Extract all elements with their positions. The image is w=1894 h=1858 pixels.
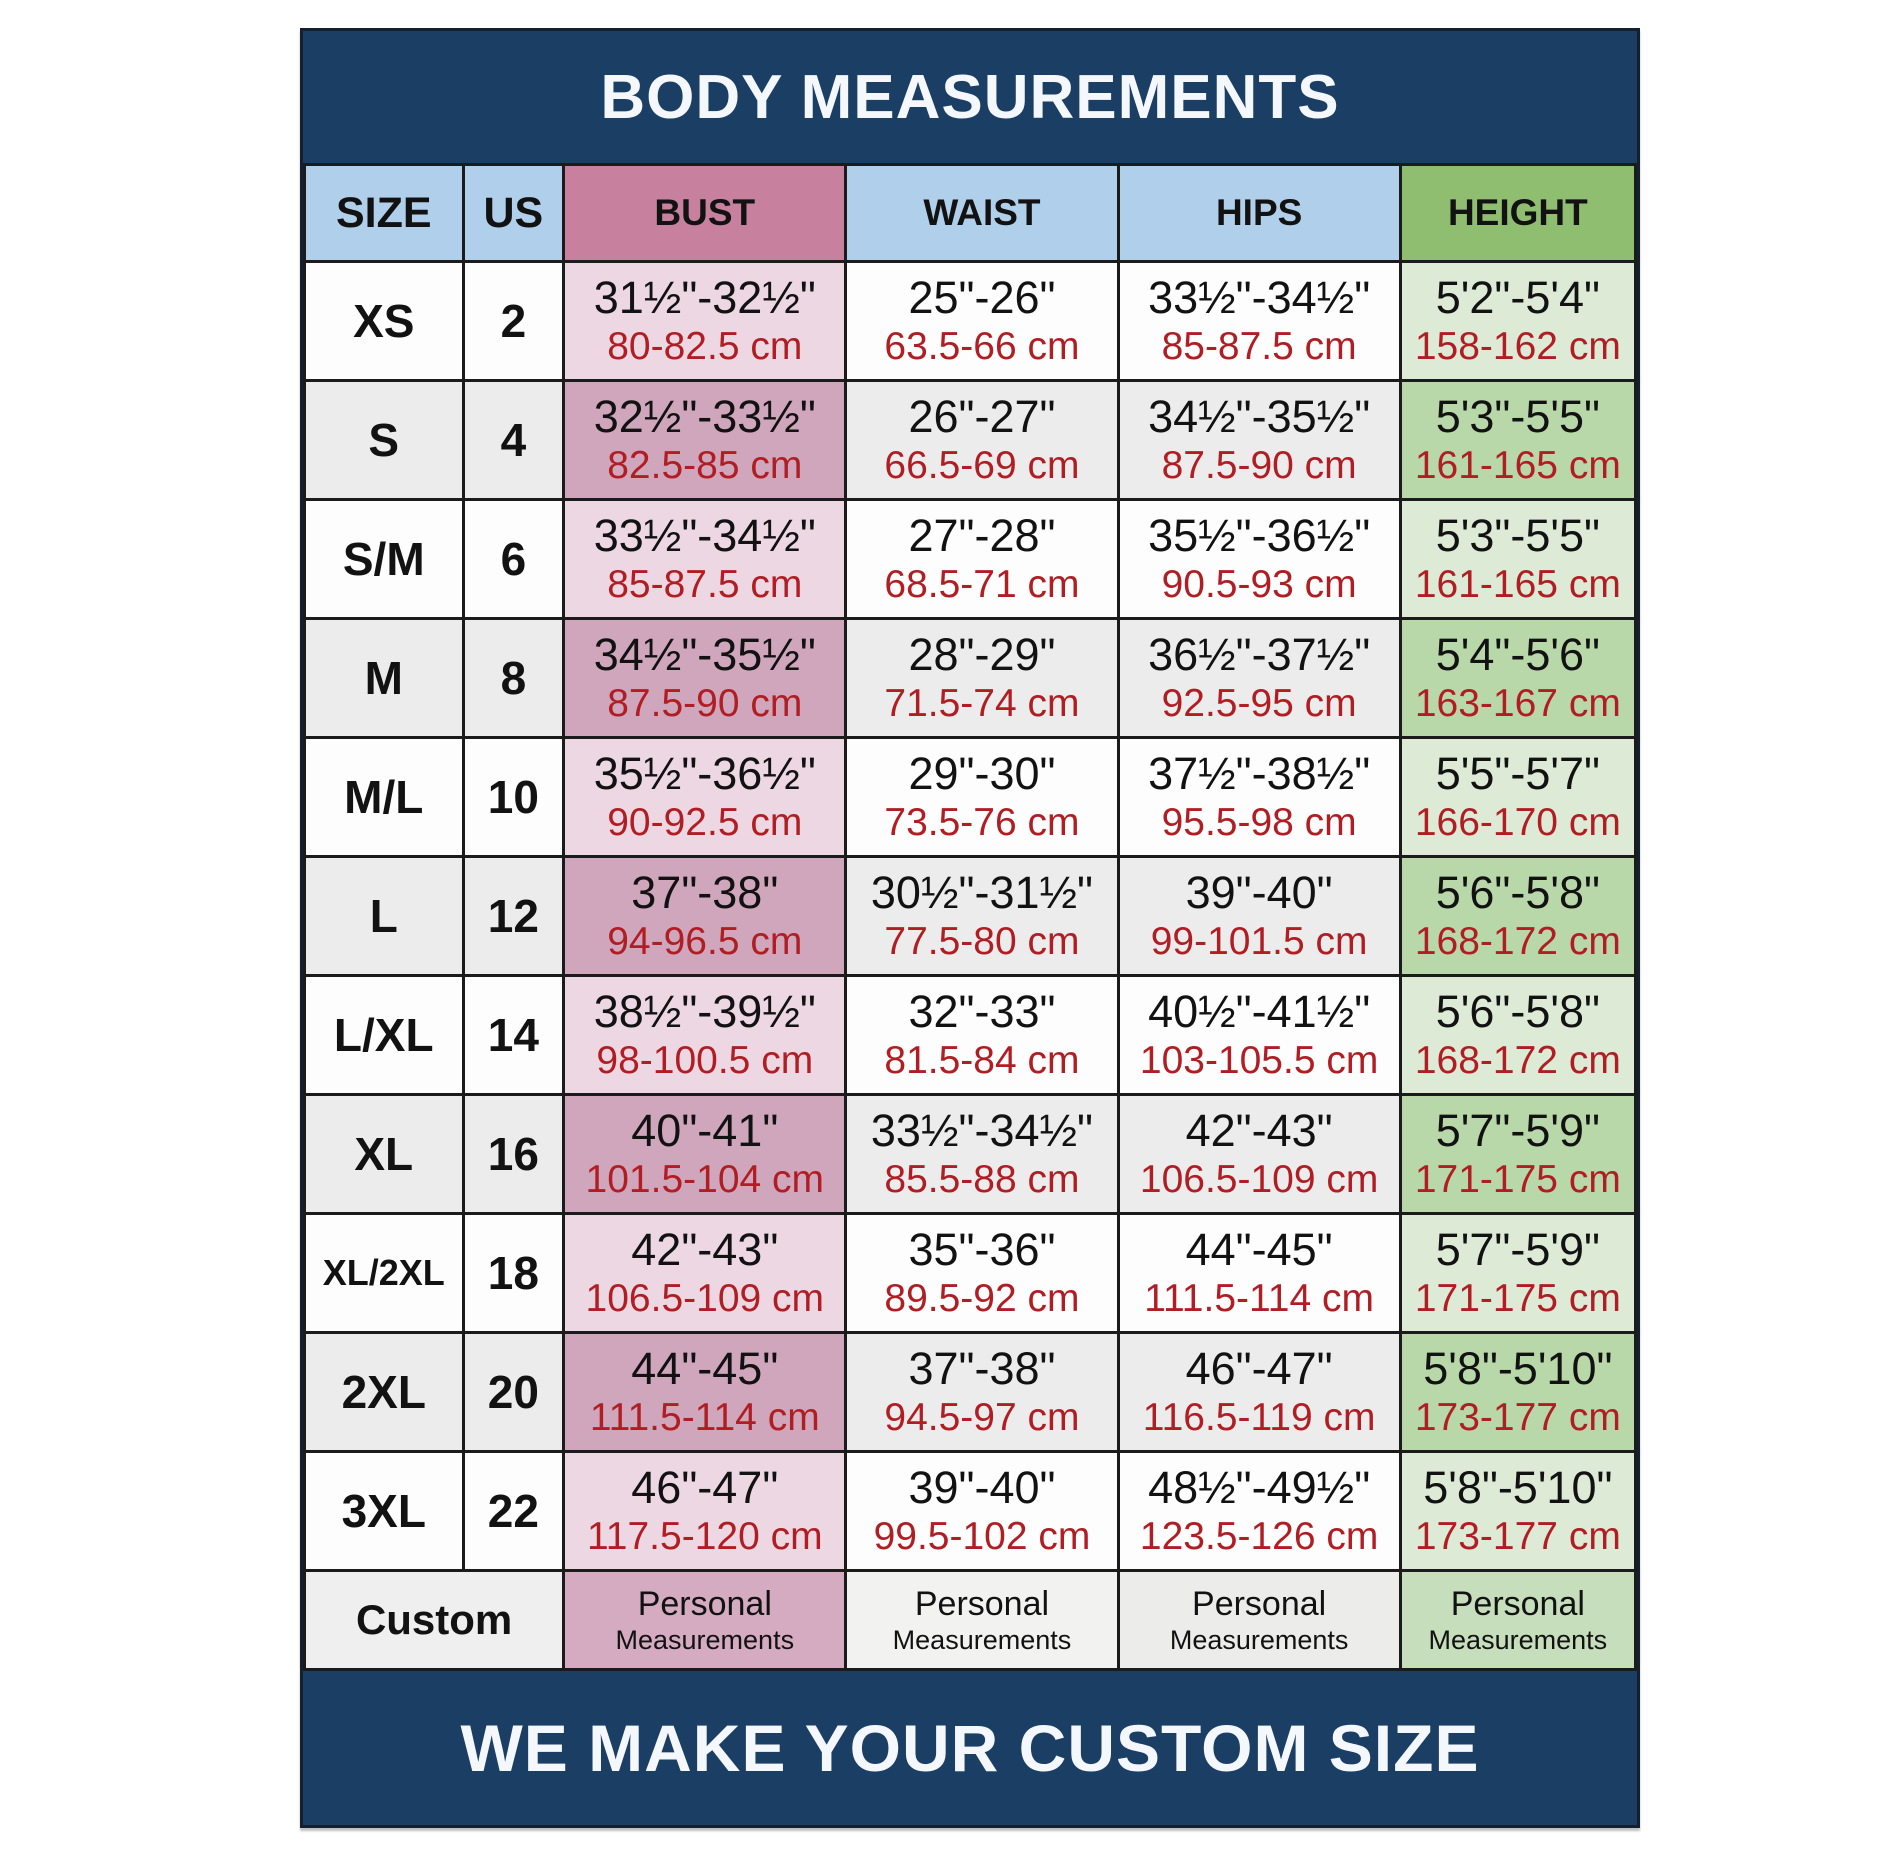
cm-value: 94.5-97 cm — [884, 1396, 1080, 1440]
lxl-us-cell — [465, 977, 563, 1093]
cm-value: 103-105.5 cm — [1139, 1039, 1379, 1083]
title-bar — [303, 31, 1637, 163]
us-label: 8 — [500, 652, 527, 704]
s-us-cell — [465, 382, 563, 498]
l-height-cell — [1402, 858, 1634, 974]
lxl-hips-cell — [1120, 977, 1399, 1093]
cm-value: 85-87.5 cm — [1161, 325, 1357, 369]
cm-value: 89.5-92 cm — [884, 1277, 1080, 1321]
cm-value: 85-87.5 cm — [607, 563, 803, 607]
m-bust-cell — [565, 620, 844, 736]
cm-value: 163-167 cm — [1414, 682, 1621, 726]
xl-waist-cell — [847, 1096, 1116, 1212]
xs-waist-cell — [847, 263, 1116, 379]
2xl-waist-cell — [847, 1334, 1116, 1450]
header-height-cell — [1402, 166, 1634, 260]
2xl-bust-cell — [565, 1334, 844, 1450]
custom-height-cell — [1402, 1572, 1634, 1668]
size-label: XL — [354, 1128, 414, 1180]
ml-us-cell — [465, 739, 563, 855]
inches-value: 33½"-34½" — [870, 1104, 1094, 1156]
us-label: 4 — [500, 414, 527, 466]
l-bust-cell — [565, 858, 844, 974]
cm-value: 73.5-76 cm — [884, 801, 1080, 845]
cm-value: 82.5-85 cm — [607, 444, 803, 488]
us-label: 10 — [487, 771, 539, 823]
size-label: M/L — [344, 771, 424, 823]
cm-value: 90-92.5 cm — [607, 801, 803, 845]
2xl-us-cell — [465, 1334, 563, 1450]
header-hips-cell — [1120, 166, 1399, 260]
xl2xl-us-cell — [465, 1215, 563, 1331]
size-label: XS — [353, 295, 415, 347]
xl-us-cell — [465, 1096, 563, 1212]
sm-waist-cell — [847, 501, 1116, 617]
xl2xl-size-cell — [306, 1215, 462, 1331]
cm-value: 81.5-84 cm — [884, 1039, 1080, 1083]
cm-value: 173-177 cm — [1414, 1396, 1621, 1440]
inches-value: 35½"-36½" — [1148, 509, 1371, 561]
s-waist-cell — [847, 382, 1116, 498]
us-label: 12 — [487, 890, 539, 942]
cm-value: 90.5-93 cm — [1161, 563, 1357, 607]
inches-value: 5'7"-5'9" — [1435, 1104, 1600, 1156]
cm-value: 106.5-109 cm — [585, 1277, 825, 1321]
m-height-cell — [1402, 620, 1634, 736]
inches-value: 44"-45" — [1185, 1223, 1333, 1275]
personal-label: Personal — [1450, 1584, 1585, 1623]
size-label: 2XL — [341, 1366, 426, 1418]
custom-label: Custom — [355, 1596, 513, 1643]
cm-value: 171-175 cm — [1414, 1277, 1621, 1321]
xl2xl-height-cell — [1402, 1215, 1634, 1331]
cm-value: 158-162 cm — [1414, 325, 1621, 369]
us-label: 18 — [487, 1247, 539, 1299]
cm-value: 168-172 cm — [1414, 920, 1621, 964]
inches-value: 46"-47" — [1185, 1342, 1333, 1394]
2xl-hips-cell — [1120, 1334, 1399, 1450]
personal-label: Personal — [637, 1584, 772, 1623]
inches-value: 34½"-35½" — [593, 628, 816, 680]
page-title: BODY MEASUREMENTS — [600, 62, 1340, 132]
s-bust-cell — [565, 382, 844, 498]
inches-value: 5'6"-5'8" — [1435, 985, 1600, 1037]
inches-value: 25"-26" — [908, 271, 1056, 323]
ml-waist-cell — [847, 739, 1116, 855]
measurements-label: Measurements — [615, 1624, 795, 1655]
ml-bust-cell — [565, 739, 844, 855]
inches-value: 5'6"-5'8" — [1435, 866, 1600, 918]
cm-value: 166-170 cm — [1414, 801, 1621, 845]
xs-size-cell — [306, 263, 462, 379]
header-waist-cell — [847, 166, 1116, 260]
cm-value: 92.5-95 cm — [1161, 682, 1357, 726]
ml-size-cell — [306, 739, 462, 855]
inches-value: 48½"-49½" — [1148, 1461, 1371, 1513]
sm-hips-cell — [1120, 501, 1399, 617]
cm-value: 87.5-90 cm — [607, 682, 803, 726]
cm-value: 106.5-109 cm — [1139, 1158, 1379, 1202]
cm-value: 171-175 cm — [1414, 1158, 1621, 1202]
inches-value: 38½"-39½" — [593, 985, 816, 1037]
size-label: M — [364, 652, 403, 704]
inches-value: 33½"-34½" — [593, 509, 816, 561]
cm-value: 77.5-80 cm — [884, 920, 1080, 964]
measurements-label: Measurements — [892, 1624, 1072, 1655]
us-label: 22 — [487, 1485, 539, 1537]
header-hips-label: HIPS — [1215, 192, 1303, 233]
cm-value: 123.5-126 cm — [1139, 1515, 1379, 1559]
cm-value: 101.5-104 cm — [585, 1158, 825, 1202]
inches-value: 46"-47" — [631, 1461, 779, 1513]
measurements-table — [303, 163, 1637, 1671]
l-size-cell — [306, 858, 462, 974]
inches-value: 35½"-36½" — [593, 747, 816, 799]
us-label: 16 — [487, 1128, 539, 1180]
cm-value: 94-96.5 cm — [607, 920, 803, 964]
3xl-size-cell — [306, 1453, 462, 1569]
size-label: L — [369, 890, 398, 942]
xl2xl-bust-cell — [565, 1215, 844, 1331]
cm-value: 168-172 cm — [1414, 1039, 1621, 1083]
3xl-us-cell — [465, 1453, 563, 1569]
us-label: 6 — [500, 533, 527, 585]
cm-value: 117.5-120 cm — [587, 1515, 823, 1559]
footer-text: WE MAKE YOUR CUSTOM SIZE — [460, 1711, 1480, 1785]
size-label: S/M — [342, 533, 425, 585]
m-hips-cell — [1120, 620, 1399, 736]
sm-size-cell — [306, 501, 462, 617]
cm-value: 116.5-119 cm — [1142, 1396, 1376, 1440]
l-waist-cell — [847, 858, 1116, 974]
lxl-height-cell — [1402, 977, 1634, 1093]
size-chart-panel — [300, 28, 1640, 1828]
cm-value: 99.5-102 cm — [873, 1515, 1091, 1559]
cm-value: 66.5-69 cm — [884, 444, 1080, 488]
size-label: L/XL — [333, 1009, 434, 1061]
inches-value: 5'4"-5'6" — [1435, 628, 1600, 680]
xl2xl-waist-cell — [847, 1215, 1116, 1331]
custom-bust-cell — [565, 1572, 844, 1668]
cm-value: 68.5-71 cm — [884, 563, 1080, 607]
measurements-label: Measurements — [1169, 1624, 1349, 1655]
inches-value: 30½"-31½" — [870, 866, 1094, 918]
xs-hips-cell — [1120, 263, 1399, 379]
lxl-waist-cell — [847, 977, 1116, 1093]
measurements-label: Measurements — [1428, 1624, 1608, 1655]
inches-value: 40"-41" — [631, 1104, 779, 1156]
us-label: 20 — [487, 1366, 539, 1418]
inches-value: 5'3"-5'5" — [1435, 509, 1600, 561]
header-us-label: US — [483, 188, 544, 237]
inches-value: 37½"-38½" — [1148, 747, 1371, 799]
2xl-size-cell — [306, 1334, 462, 1450]
m-waist-cell — [847, 620, 1116, 736]
cm-value: 85.5-88 cm — [884, 1158, 1080, 1202]
cm-value: 111.5-114 cm — [589, 1396, 820, 1440]
us-label: 14 — [487, 1009, 539, 1061]
inches-value: 37"-38" — [631, 866, 779, 918]
header-size-cell — [306, 166, 462, 260]
inches-value: 31½"-32½" — [593, 271, 816, 323]
3xl-hips-cell — [1120, 1453, 1399, 1569]
inches-value: 26"-27" — [908, 390, 1056, 442]
sm-us-cell — [465, 501, 563, 617]
3xl-bust-cell — [565, 1453, 844, 1569]
inches-value: 27"-28" — [908, 509, 1056, 561]
3xl-waist-cell — [847, 1453, 1116, 1569]
xs-us-cell — [465, 263, 563, 379]
custom-hips-cell — [1120, 1572, 1399, 1668]
inches-value: 32½"-33½" — [593, 390, 816, 442]
lxl-bust-cell — [565, 977, 844, 1093]
xl-size-cell — [306, 1096, 462, 1212]
m-size-cell — [306, 620, 462, 736]
cm-value: 111.5-114 cm — [1144, 1277, 1375, 1321]
ml-hips-cell — [1120, 739, 1399, 855]
personal-label: Personal — [1192, 1584, 1327, 1623]
l-us-cell — [465, 858, 563, 974]
sm-bust-cell — [565, 501, 844, 617]
inches-value: 32"-33" — [908, 985, 1056, 1037]
inches-value: 36½"-37½" — [1148, 628, 1371, 680]
inches-value: 42"-43" — [631, 1223, 779, 1275]
inches-value: 34½"-35½" — [1148, 390, 1371, 442]
m-us-cell — [465, 620, 563, 736]
inches-value: 33½"-34½" — [1148, 271, 1371, 323]
lxl-size-cell — [306, 977, 462, 1093]
inches-value: 35"-36" — [908, 1223, 1056, 1275]
custom-waist-cell — [847, 1572, 1116, 1668]
size-label: 3XL — [341, 1485, 426, 1537]
xl-height-cell — [1402, 1096, 1634, 1212]
header-bust-label: BUST — [654, 192, 756, 233]
us-label: 2 — [500, 295, 527, 347]
inches-value: 5'8"-5'10" — [1423, 1461, 1613, 1513]
footer-bar — [303, 1671, 1637, 1825]
inches-value: 5'5"-5'7" — [1435, 747, 1600, 799]
inches-value: 42"-43" — [1185, 1104, 1333, 1156]
cm-value: 80-82.5 cm — [607, 325, 803, 369]
cm-value: 95.5-98 cm — [1161, 801, 1357, 845]
2xl-height-cell — [1402, 1334, 1634, 1450]
cm-value: 87.5-90 cm — [1161, 444, 1357, 488]
personal-label: Personal — [914, 1584, 1050, 1623]
inches-value: 37"-38" — [908, 1342, 1056, 1394]
3xl-height-cell — [1402, 1453, 1634, 1569]
xl-bust-cell — [565, 1096, 844, 1212]
header-us-cell — [465, 166, 563, 260]
s-size-cell — [306, 382, 462, 498]
inches-value: 39"-40" — [1185, 866, 1333, 918]
cm-value: 98-100.5 cm — [596, 1039, 814, 1083]
inches-value: 5'8"-5'10" — [1423, 1342, 1613, 1394]
inches-value: 40½"-41½" — [1148, 985, 1371, 1037]
inches-value: 29"-30" — [908, 747, 1056, 799]
inches-value: 39"-40" — [908, 1461, 1056, 1513]
inches-value: 5'3"-5'5" — [1435, 390, 1600, 442]
inches-value: 5'7"-5'9" — [1435, 1223, 1600, 1275]
cm-value: 161-165 cm — [1414, 563, 1621, 607]
xl2xl-hips-cell — [1120, 1215, 1399, 1331]
inches-value: 28"-29" — [908, 628, 1056, 680]
s-hips-cell — [1120, 382, 1399, 498]
ml-height-cell — [1402, 739, 1634, 855]
l-hips-cell — [1120, 858, 1399, 974]
xs-height-cell — [1402, 263, 1634, 379]
cm-value: 173-177 cm — [1414, 1515, 1621, 1559]
inches-value: 5'2"-5'4" — [1435, 271, 1600, 323]
cm-value: 71.5-74 cm — [884, 682, 1080, 726]
cm-value: 161-165 cm — [1414, 444, 1621, 488]
header-height-label: HEIGHT — [1447, 192, 1588, 233]
custom-size-cell — [306, 1572, 562, 1668]
size-label: XL/2XL — [322, 1252, 445, 1293]
xl-hips-cell — [1120, 1096, 1399, 1212]
size-label: S — [368, 414, 400, 466]
xs-bust-cell — [565, 263, 844, 379]
inches-value: 44"-45" — [631, 1342, 779, 1394]
sm-height-cell — [1402, 501, 1634, 617]
cm-value: 63.5-66 cm — [884, 325, 1080, 369]
cm-value: 99-101.5 cm — [1150, 920, 1368, 964]
s-height-cell — [1402, 382, 1634, 498]
header-bust-cell — [565, 166, 844, 260]
header-waist-label: WAIST — [923, 192, 1041, 233]
header-size-label: SIZE — [335, 188, 432, 237]
